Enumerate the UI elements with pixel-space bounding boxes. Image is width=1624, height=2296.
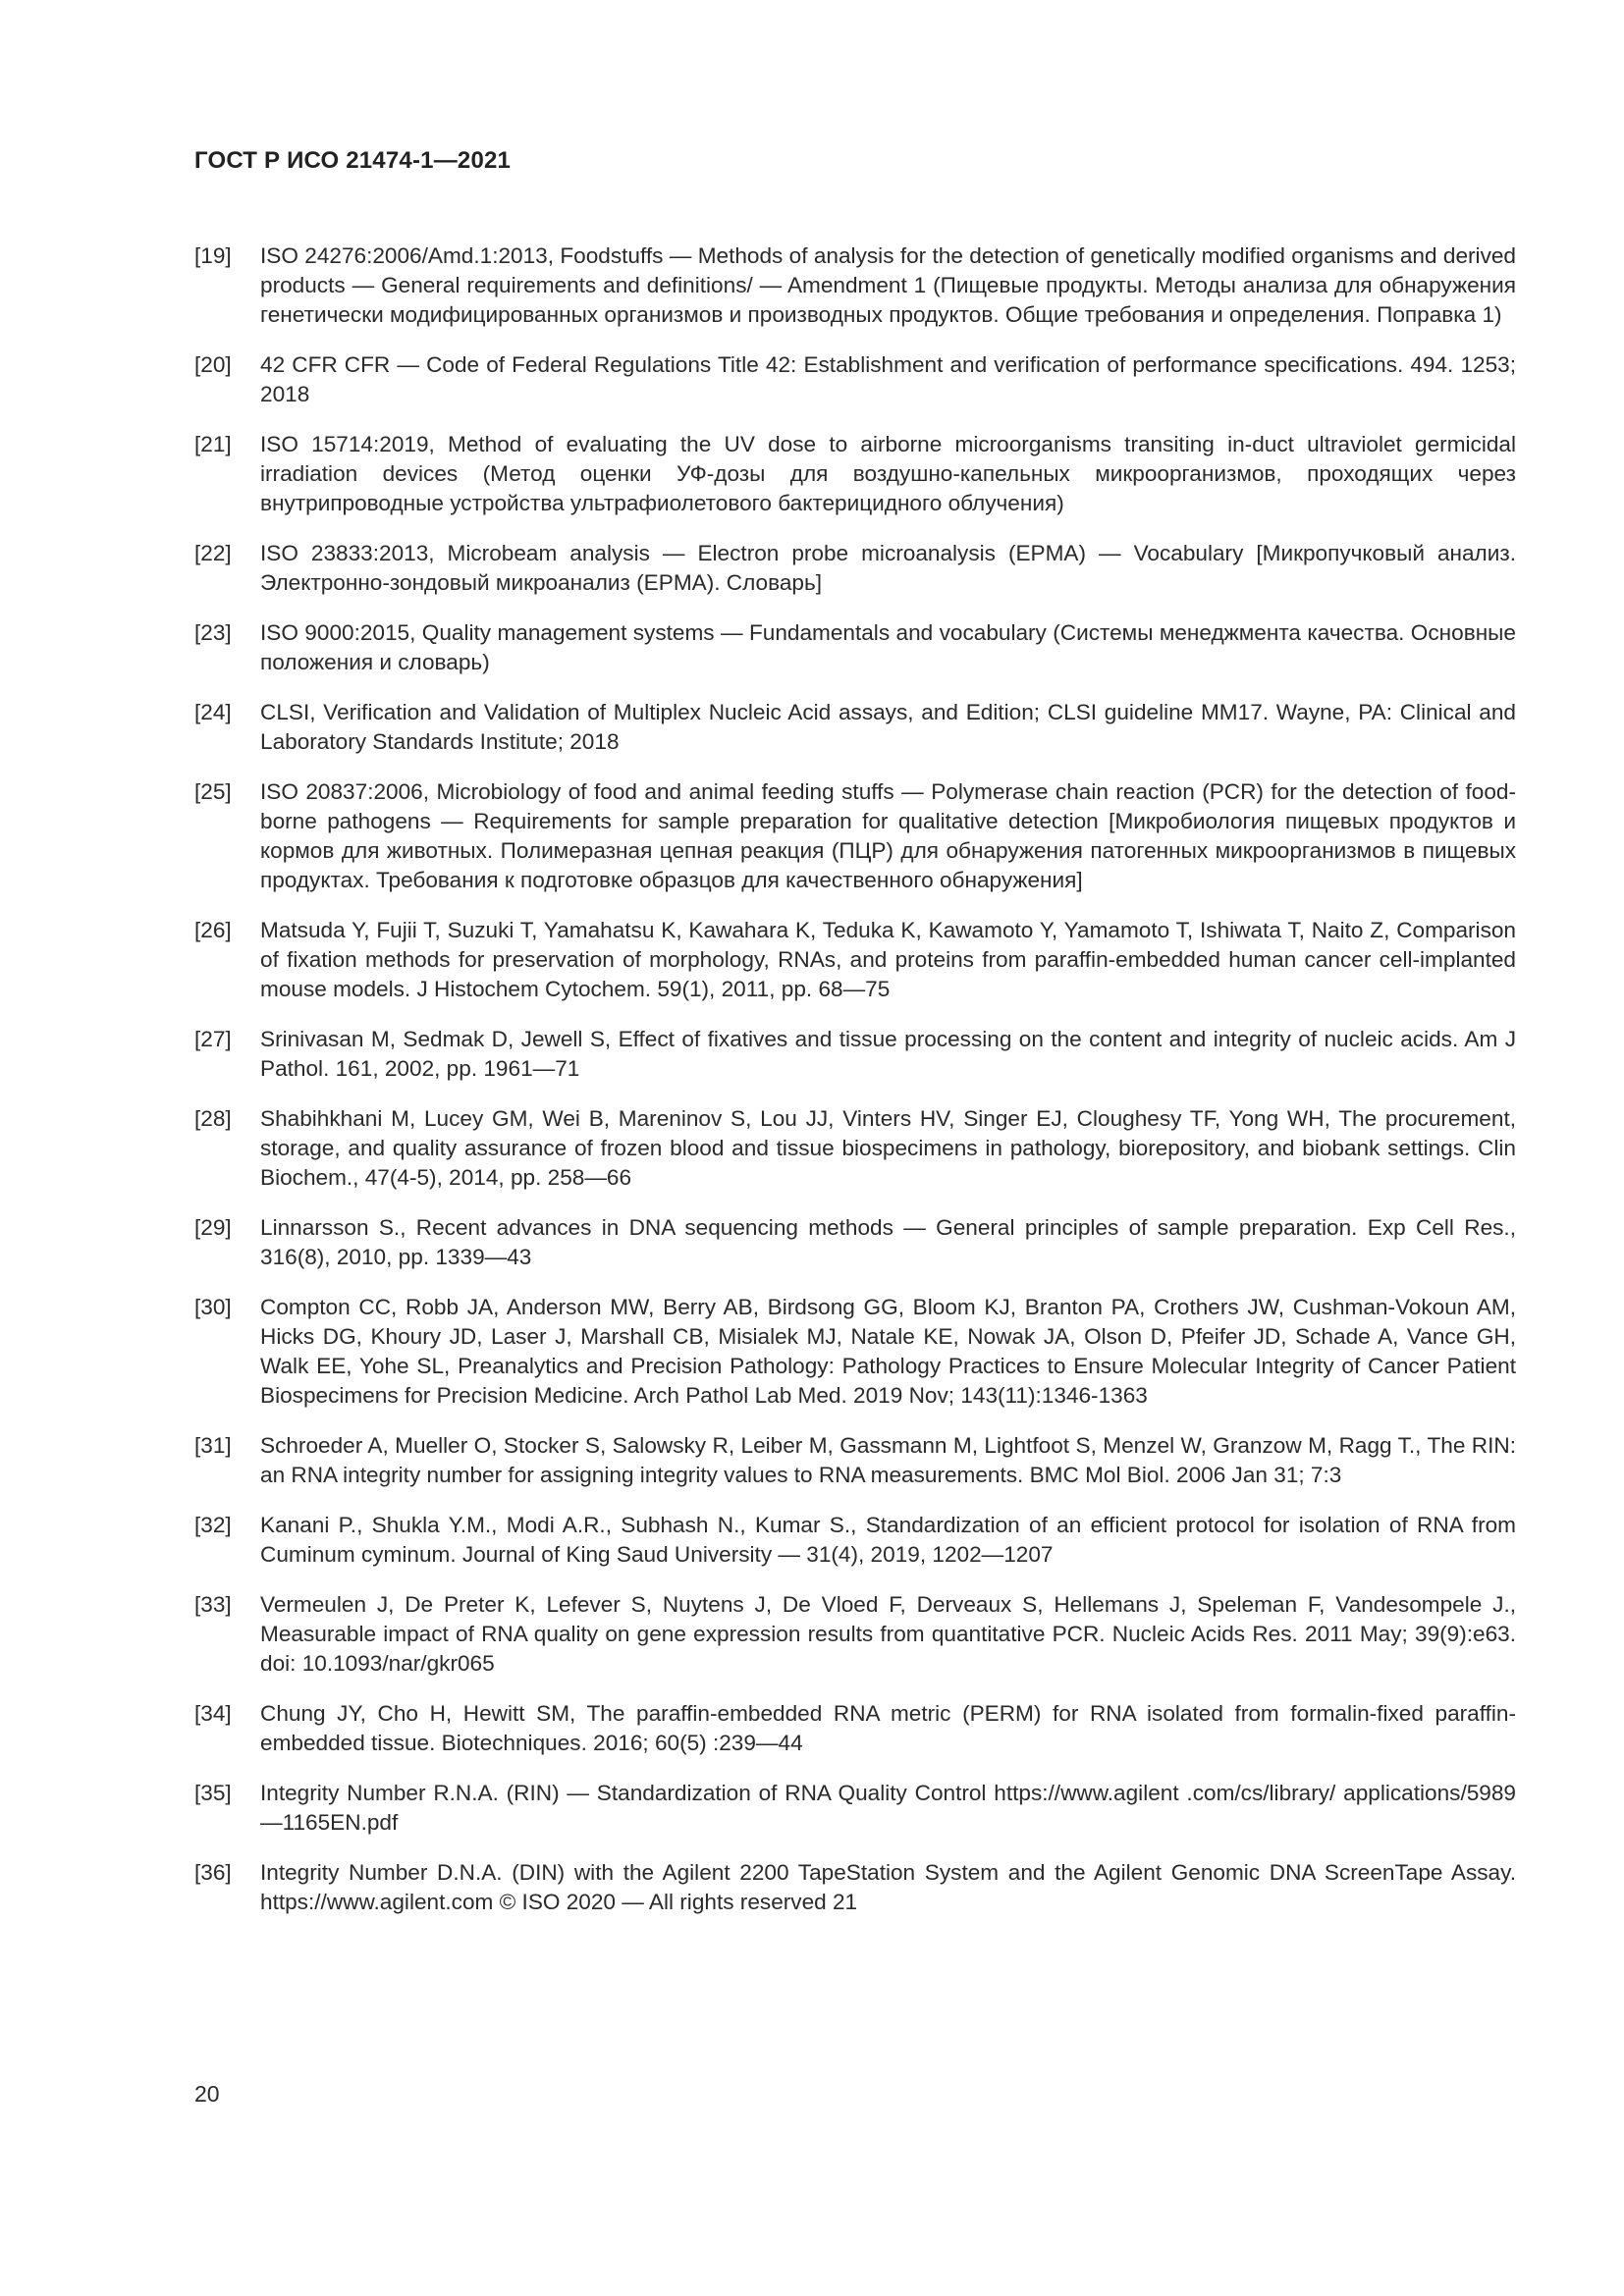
reference-text: CLSI, Verification and Validation of Multiplex Nucleic Acid assays, and Edition; CLSI guideline MM17. Wayne, PA: Clinical and Laboratory Standards Institute; 2018 xyxy=(260,700,1516,754)
reference-number: [32] xyxy=(194,1513,232,1537)
reference-item xyxy=(194,777,1516,895)
reference-text: Linnarsson S., Recent advances in DNA sequencing methods — General principles of sample preparation. Exp Cell Res., 316(8), 2010, pp. 1339—43 xyxy=(260,1215,1516,1269)
reference-number: [28] xyxy=(194,1106,232,1131)
reference-number: [22] xyxy=(194,541,232,565)
reference-item xyxy=(194,1590,1516,1679)
reference-number: [31] xyxy=(194,1433,232,1458)
reference-text: Chung JY, Cho H, Hewitt SM, The paraffin-embedded RNA metric (PERM) for RNA isolated from formalin-fixed paraffin-embedded tissue. Biotechniques. 2016; 60(5) :239—44 xyxy=(260,1701,1516,1755)
reference-text: Integrity Number R.N.A. (RIN) — Standardization of RNA Quality Control https://www.agilent .com/cs/library/ applications/5989—1165EN.pdf xyxy=(260,1781,1516,1835)
bibliography-list xyxy=(194,241,1516,1938)
reference-text: Matsuda Y, Fujii T, Suzuki T, Yamahatsu K, Kawahara K, Teduka K, Kawamoto Y, Yamamoto T, Ishiwata T, Naito Z, Comparison of fixation methods for preservation of morphology, RNAs, and proteins from paraffin-embedded human cancer cell-implanted mouse models. J Histochem Cytochem. 59(1), 2011, pp. 68—75 xyxy=(260,918,1516,1001)
reference-number: [23] xyxy=(194,620,232,645)
reference-text: Kanani P., Shukla Y.M., Modi A.R., Subhash N., Kumar S., Standardization of an efficient protocol for isolation of RNA from Cuminum cyminum. Journal of King Saud University — 31(4), 2019, 1202—1207 xyxy=(260,1513,1516,1567)
reference-number: [34] xyxy=(194,1701,232,1726)
reference-number: [19] xyxy=(194,243,232,268)
reference-item xyxy=(194,1858,1516,1917)
reference-item xyxy=(194,1213,1516,1272)
reference-number: [30] xyxy=(194,1295,232,1319)
reference-item xyxy=(194,1699,1516,1758)
reference-item xyxy=(194,1511,1516,1570)
document-header: ГОСТ Р ИСО 21474-1—2021 xyxy=(194,147,512,174)
reference-number: [35] xyxy=(194,1781,232,1805)
reference-item xyxy=(194,241,1516,330)
page-number: 20 xyxy=(194,2081,220,2107)
reference-text: ISO 23833:2013, Microbeam analysis — Electron probe microanalysis (EPMA) — Vocabulary [Микропучковый анализ. Электронно-зондовый микроанализ (EPMA). Словарь] xyxy=(260,541,1516,595)
reference-text: Shabihkhani M, Lucey GM, Wei B, Mareninov S, Lou JJ, Vinters HV, Singer EJ, Cloughesy TF, Yong WH, The procurement, storage, and quality assurance of frozen blood and tissue biospecimens in pathology, biorepository, and biobank settings. Clin Biochem., 47(4-5), 2014, pp. 258—66 xyxy=(260,1106,1516,1190)
reference-text: Integrity Number D.N.A. (DIN) with the Agilent 2200 TapeStation System and the Agilent Genomic DNA ScreenTape Assay. https://www.agilent.com © ISO 2020 — All rights reserved 21 xyxy=(260,1860,1516,1914)
reference-number: [36] xyxy=(194,1860,232,1885)
reference-item xyxy=(194,1293,1516,1411)
reference-item xyxy=(194,916,1516,1004)
reference-text: Schroeder A, Mueller O, Stocker S, Salowsky R, Leiber M, Gassmann M, Lightfoot S, Menzel W, Granzow M, Ragg T., The RIN: an RNA integrity number for assigning integrity values to RNA measurements. BMC Mol Biol. 2006 Jan 31; 7:3 xyxy=(260,1433,1516,1487)
reference-text: ISO 15714:2019, Method of evaluating the UV dose to airborne microorganisms transiting in-duct ultraviolet germicidal irradiation devices (Метод оценки УФ-дозы для воздушно-капельных микроорганизмов, проходящих через внутрипроводные устройства ультрафиолетового бактерицидного облучения) xyxy=(260,432,1516,515)
reference-item xyxy=(194,1104,1516,1193)
reference-text: ISO 24276:2006/Amd.1:2013, Foodstuffs — Methods of analysis for the detection of genetically modified organisms and derived products — General requirements and definitions/ — Amendment 1 (Пищевые продукты. Методы анализа для обнаружения генетически модифицированных организмов и производных продуктов. Общие требования и определения. Поправка 1) xyxy=(260,243,1516,327)
reference-item xyxy=(194,618,1516,677)
reference-number: [29] xyxy=(194,1215,232,1240)
reference-item xyxy=(194,1779,1516,1838)
reference-text: 42 CFR CFR — Code of Federal Regulations Title 42: Establishment and verification of performance specifications. 494. 1253; 2018 xyxy=(260,352,1516,406)
reference-number: [25] xyxy=(194,779,232,804)
reference-item xyxy=(194,698,1516,757)
reference-item xyxy=(194,539,1516,598)
reference-number: [26] xyxy=(194,918,232,942)
reference-text: Srinivasan M, Sedmak D, Jewell S, Effect of fixatives and tissue processing on the content and integrity of nucleic acids. Am J Pathol. 161, 2002, pp. 1961—71 xyxy=(260,1027,1516,1081)
reference-item xyxy=(194,350,1516,409)
reference-text: Vermeulen J, De Preter K, Lefever S, Nuytens J, De Vloed F, Derveaux S, Hellemans J, Speleman F, Vandesompele J., Measurable impact of RNA quality on gene expression results from quantitative PCR. Nucleic Acids Res. 2011 May; 39(9):e63. doi: 10.1093/nar/gkr065 xyxy=(260,1592,1516,1676)
reference-number: [21] xyxy=(194,432,232,456)
reference-number: [20] xyxy=(194,352,232,377)
reference-item xyxy=(194,1431,1516,1490)
reference-text: ISO 20837:2006, Microbiology of food and animal feeding stuffs — Polymerase chain reaction (PCR) for the detection of food-borne pathogens — Requirements for sample preparation for qualitative detection [Микробиология пищевых продуктов и кормов для животных. Полимеразная цепная реакция (ПЦР) для обнаружения патогенных микроорганизмов в пищевых продуктах. Требования к подготовке образцов для качественного обнаружения] xyxy=(260,779,1516,892)
reference-item xyxy=(194,430,1516,518)
reference-text: Compton CC, Robb JA, Anderson MW, Berry AB, Birdsong GG, Bloom KJ, Branton PA, Crothers JW, Cushman-Vokoun AM, Hicks DG, Khoury JD, Laser J, Marshall CB, Misialek MJ, Natale KE, Nowak JA, Olson D, Pfeifer JD, Schade A, Vance GH, Walk EE, Yohe SL, Preanalytics and Precision Pathology: Pathology Practices to Ensure Molecular Integrity of Cancer Patient Biospecimens for Precision Medicine. Arch Pathol Lab Med. 2019 Nov; 143(11):1346-1363 xyxy=(260,1295,1516,1408)
reference-item xyxy=(194,1025,1516,1084)
reference-number: [24] xyxy=(194,700,232,724)
reference-number: [33] xyxy=(194,1592,232,1617)
reference-text: ISO 9000:2015, Quality management systems — Fundamentals and vocabulary (Системы менеджмента качества. Основные положения и словарь) xyxy=(260,620,1516,674)
reference-number: [27] xyxy=(194,1027,232,1051)
